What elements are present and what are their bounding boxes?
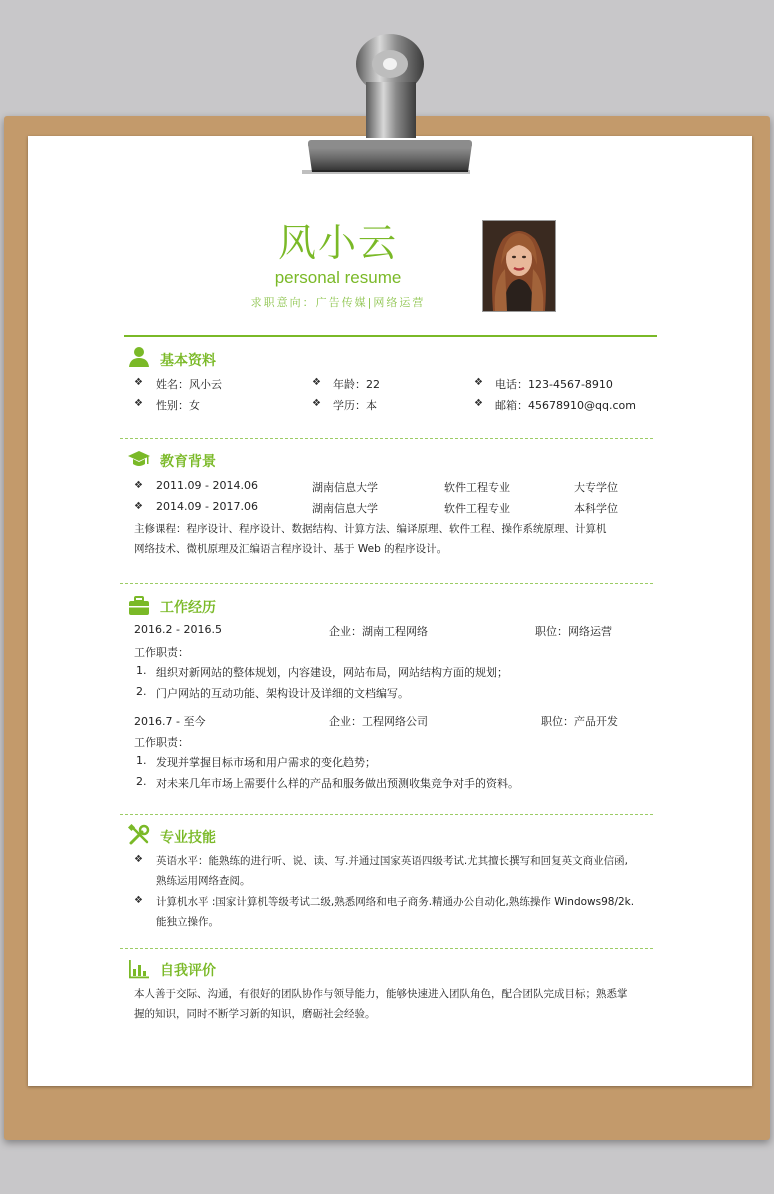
briefcase-icon [128,595,150,617]
bullet-diamond-icon: ❖ [474,377,483,388]
section-divider [120,438,653,439]
edu-major: 软件工程专业 [444,502,510,515]
basic-field: 姓名：风小云 [156,378,222,391]
graduation-cap-icon [128,448,150,470]
job-duty-label: 工作职责： [134,736,189,749]
edu-major: 软件工程专业 [444,481,510,494]
section-divider [120,583,653,584]
skill-text: 英语水平：能熟练的进行听、说、读、写.并通过国家英语四级考试.尤其擅长撰写和回复英文商业信函, [156,855,629,867]
tools-icon [128,824,150,846]
section-title-education: 教育背景 [160,454,216,470]
section-title-work: 工作经历 [160,600,216,616]
person-icon [128,346,150,368]
edu-courses: 主修课程：程序设计、程序设计、数据结构、计算方法、编译原理、软件工程、操作系统原理、计算机 [134,523,607,535]
duty-number: 2. [136,685,147,698]
resume-name: 风小云 [277,221,398,265]
section-title-self: 自我评价 [160,963,216,979]
skill-text: 能独立操作。 [156,916,219,928]
job-objective: 求职意向：广告传媒|网络运营 [250,296,426,309]
resume-subtitle: personal resume [274,268,402,287]
job-period: 2016.7 - 至今 [134,715,206,728]
header-divider [124,335,657,337]
duty-text: 门户网站的互动功能、架构设计及详细的文档编写。 [156,687,409,700]
section-divider [120,948,653,949]
basic-field: 邮箱：45678910@qq.com [495,399,636,412]
section-divider [120,814,653,815]
job-company: 企业：湖南工程网络 [329,625,428,638]
edu-school: 湖南信息大学 [312,502,378,515]
basic-field: 性别：女 [156,399,200,412]
bullet-diamond-icon: ❖ [134,501,143,512]
bullet-diamond-icon: ❖ [134,480,143,491]
bullet-diamond-icon: ❖ [134,895,143,906]
job-period: 2016.2 - 2016.5 [134,623,222,636]
duty-number: 1. [136,664,147,677]
duty-number: 2. [136,775,147,788]
self-evaluation-text: 本人善于交际、沟通，有很好的团队协作与领导能力，能够快速进入团队角色，配合团队完成目标；熟悉掌 [134,988,628,1000]
duty-number: 1. [136,754,147,767]
bullet-diamond-icon: ❖ [474,398,483,409]
skill-text: 计算机水平 :国家计算机等级考试二级,熟悉网络和电子商务.精通办公自动化,熟练操作 Windows98/2k. [156,896,635,908]
bullet-diamond-icon: ❖ [134,398,143,409]
bullet-diamond-icon: ❖ [134,854,143,865]
bullet-diamond-icon: ❖ [312,398,321,409]
job-company: 企业：工程网络公司 [329,715,428,728]
duty-text: 发现并掌握目标市场和用户需求的变化趋势； [156,756,376,769]
duty-text: 对未来几年市场上需要什么样的产品和服务做出预测收集竞争对手的资料。 [156,777,519,790]
section-title-skills: 专业技能 [160,830,216,846]
bullet-diamond-icon: ❖ [312,377,321,388]
job-position: 职位：产品开发 [541,715,618,728]
resume-paper [28,136,752,1086]
basic-field: 年龄：22 [333,378,380,391]
bullet-diamond-icon: ❖ [134,377,143,388]
edu-school: 湖南信息大学 [312,481,378,494]
binder-clip-icon [292,24,477,176]
edu-period: 2014.09 - 2017.06 [156,500,258,513]
edu-courses: 网络技术、微机原理及汇编语言程序设计、基于 Web 的程序设计。 [134,543,448,555]
self-evaluation-text: 握的知识，同时不断学习新的知识，磨砺社会经验。 [134,1008,376,1020]
profile-photo [482,220,556,312]
basic-field: 电话：123-4567-8910 [495,378,613,391]
job-duty-label: 工作职责： [134,646,189,659]
edu-degree: 本科学位 [574,502,618,515]
edu-degree: 大专学位 [574,481,618,494]
job-position: 职位：网络运营 [535,625,612,638]
basic-field: 学历：本 [333,399,377,412]
bar-chart-icon [128,958,150,980]
section-title-basic: 基本资料 [160,353,216,369]
skill-text: 熟练运用网络查阅。 [156,875,251,887]
edu-period: 2011.09 - 2014.06 [156,479,258,492]
duty-text: 组织对新网站的整体规划，内容建设，网站布局，网站结构方面的规划； [156,666,508,679]
